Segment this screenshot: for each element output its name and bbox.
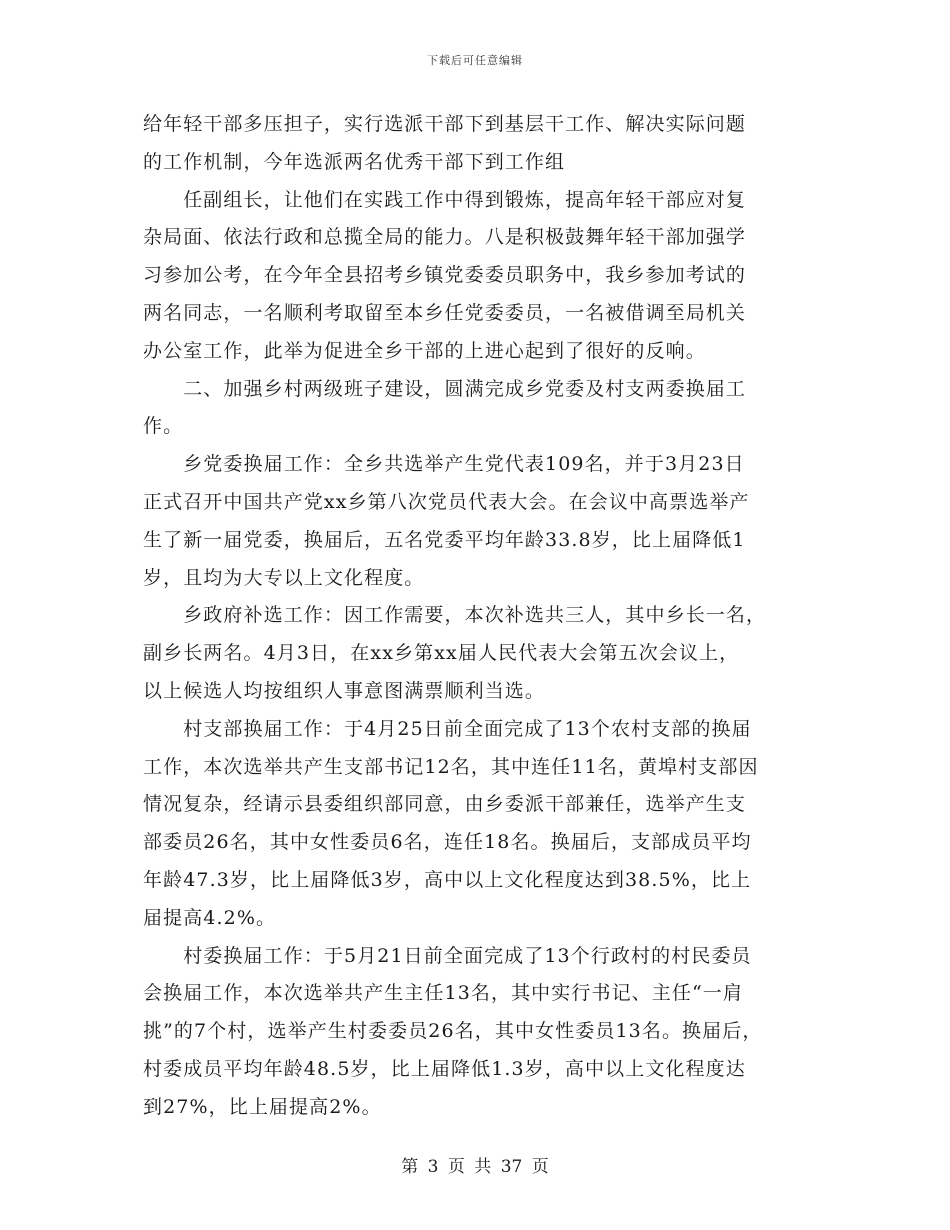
- paragraph-6: 村支部换届工作：于4月25日前全面完成了13个农村支部的换届 工作，本次选举共产生支部书记12名，其中连任11名，黄埠村支部因 情况复杂，经请示县委组织部同意，由乡委派干部兼任，选举产生支 部委员26名，其中女性委员6名，连任18名。换届后，支部成员平均 年龄47.3岁，比上届降低3岁，高中以上文化程度达到38.5%，比上 届提高4.2%。: [143, 717, 759, 929]
- document-body: [143, 106, 813, 1127]
- page-header: 下载后可任意编辑: [427, 54, 523, 67]
- paragraph-1: 给年轻干部多压担子，实行选派干部下到基层干工作、解决实际问题 的工作机制，今年选派两名优秀干部下到工作组: [143, 113, 747, 173]
- page-number: 第 3 页 共 37 页: [401, 1157, 549, 1177]
- paragraph-3: 二、加强乡村两级班子建设，圆满完成乡党委及村支两委换届工 作。: [143, 377, 747, 438]
- paragraph-2: 任副组长，让他们在实践工作中得到锻炼，提高年轻干部应对复 杂局面、依法行政和总揽全局的能力。八是积极鼓舞年轻干部加强学 习参加公考，在今年全县招考乡镇党委委员职务中，我乡参加考试的 两名同志，一名顺利考取留至本乡任党委委员，一名被借调至局机关 办公室工作，此举为促进全乡干部的上进心起到了很好的反响。: [143, 188, 747, 362]
- paragraph-4: 乡党委换届工作：全乡共选举产生党代表109名，并于3月23日 正式召开中国共产党xx乡第八次党员代表大会。在会议中高票选举产 生了新一届党委，换届后，五名党委平均年龄33.8岁，比上届降低1 岁，且均为大专以上文化程度。: [143, 453, 750, 589]
- paragraph-7: 村委换届工作：于5月21日前全面完成了13个行政村的村民委员 会换届工作，本次选举共产生主任13名，其中实行书记、主任“一肩 挑”的7个村，选举产生村委委员26名，其中女性委员13名。换届后， 村委成员平均年龄48.5岁，比上届降低1.3岁，高中以上文化程度达 到27%，比上届提高2%。: [143, 944, 763, 1118]
- paragraph-5: 乡政府补选工作：因工作需要，本次补选共三人，其中乡长一名， 副乡长两名。4月3日，在xx乡第xx届人民代表大会第五次会议上， 以上候选人均按组织人事意图满票顺利当选。: [143, 604, 767, 702]
